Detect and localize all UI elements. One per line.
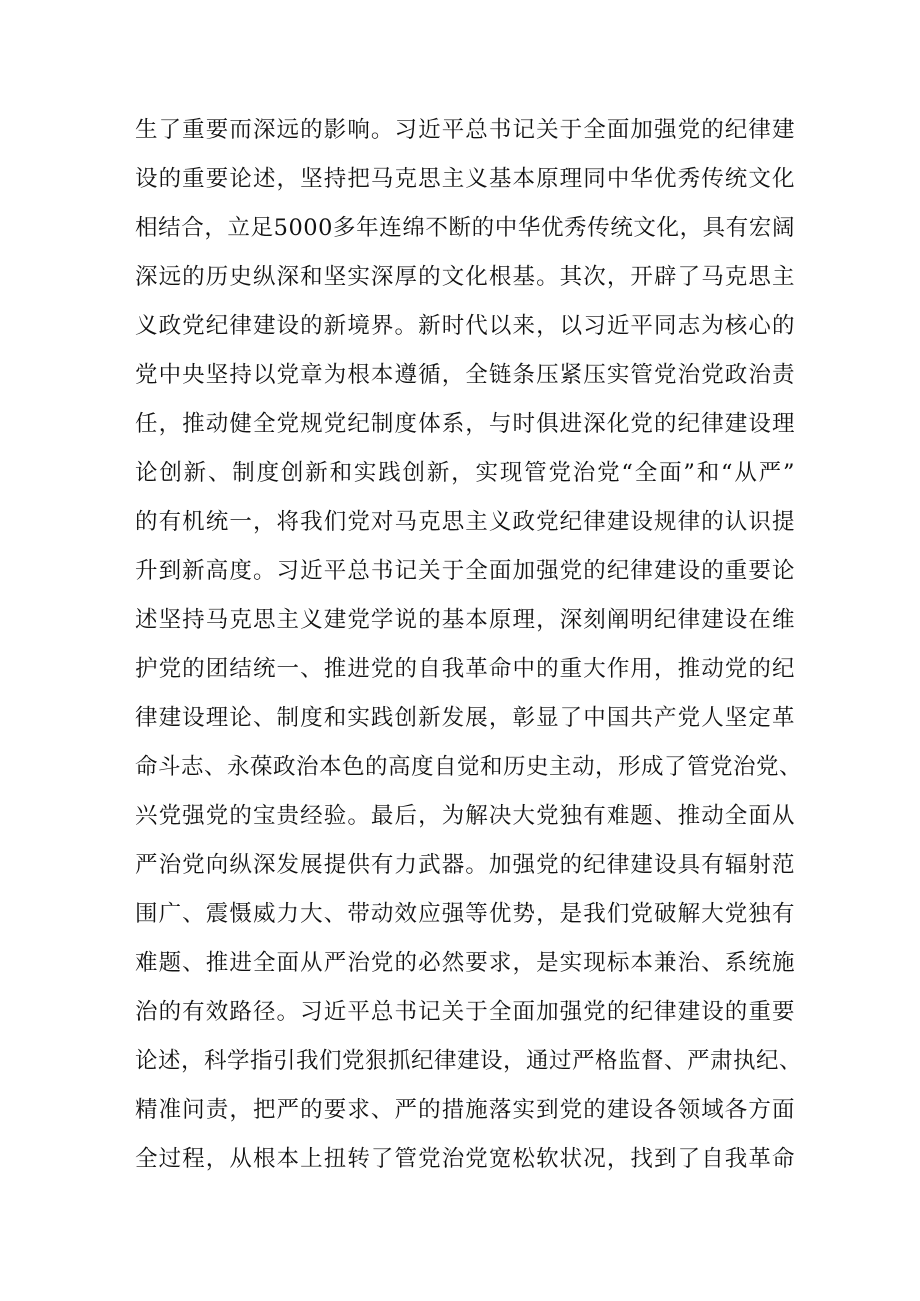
text-line: 相结合，立足5000多年连绵不断的中华优秀传统文化，具有宏阔 — [135, 215, 795, 241]
text-line: 难题、推进全面从严治党的必然要求，是实现标本兼治、系统施 — [135, 950, 795, 976]
text-line: 护党的团结统一、推进党的自我革命中的重大作用，推动党的纪 — [135, 656, 795, 682]
text-line: 深远的历史纵深和坚实深厚的文化根基。其次，开辟了马克思主 — [135, 264, 795, 290]
text-line: 律建设理论、制度和实践创新发展，彰显了中国共产党人坚定革 — [135, 705, 795, 731]
text-line: 任，推动健全党规党纪制度体系，与时俱进深化党的纪律建设理 — [135, 411, 795, 437]
body-text — [135, 106, 803, 1184]
text-line: 的有机统一，将我们党对马克思主义政党纪律建设规律的认识提 — [135, 509, 795, 535]
text-line: 兴党强党的宝贵经验。最后，为解决大党独有难题、推动全面从 — [135, 803, 795, 829]
text-line: 论创新、制度创新和实践创新，实现管党治党“全面”和“从严” — [135, 460, 795, 486]
text-line: 论述，科学指引我们党狠抓纪律建设，通过严格监督、严肃执纪、 — [135, 1048, 803, 1074]
text-line: 党中央坚持以党章为根本遵循，全链条压紧压实管党治党政治责 — [135, 362, 795, 388]
text-line: 设的重要论述，坚持把马克思主义基本原理同中华优秀传统文化 — [135, 166, 795, 192]
text-line: 述坚持马克思主义建党学说的基本原理，深刻阐明纪律建设在维 — [135, 607, 795, 633]
text-line: 精准问责，把严的要求、严的措施落实到党的建设各领域各方面 — [135, 1097, 795, 1123]
text-line: 命斗志、永葆政治本色的高度自觉和历史主动，形成了管党治党、 — [135, 754, 803, 780]
text-line: 生了重要而深远的影响。习近平总书记关于全面加强党的纪律建 — [135, 117, 795, 143]
text-line: 升到新高度。习近平总书记关于全面加强党的纪律建设的重要论 — [135, 558, 795, 584]
text-line: 义政党纪律建设的新境界。新时代以来，以习近平同志为核心的 — [135, 313, 795, 339]
text-line: 治的有效路径。习近平总书记关于全面加强党的纪律建设的重要 — [135, 999, 795, 1025]
text-line: 全过程，从根本上扭转了管党治党宽松软状况，找到了自我革命 — [135, 1146, 795, 1172]
text-line: 严治党向纵深发展提供有力武器。加强党的纪律建设具有辐射范 — [135, 852, 795, 878]
text-line: 围广、震慑威力大、带动效应强等优势，是我们党破解大党独有 — [135, 901, 795, 927]
